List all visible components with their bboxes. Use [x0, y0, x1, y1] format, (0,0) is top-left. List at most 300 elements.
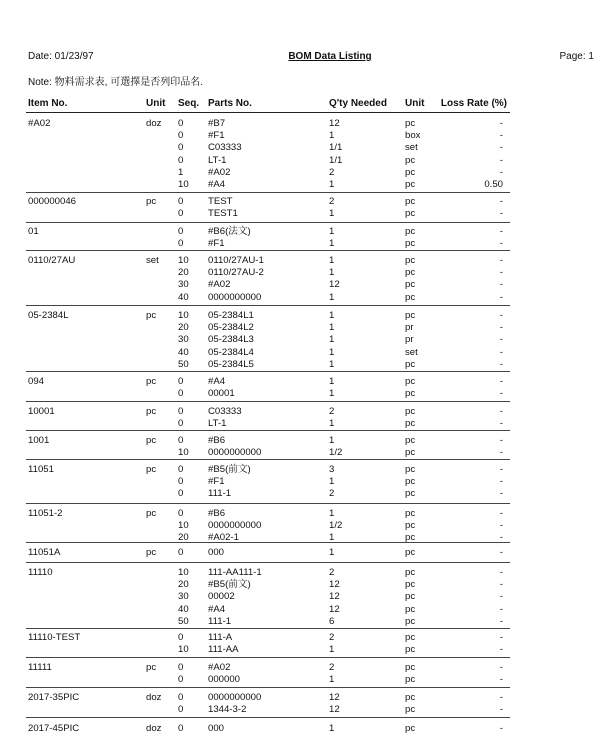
parts-no-cell: 00002: [208, 591, 235, 603]
table-row: [0, 567, 600, 579]
seq-cell: 0: [178, 196, 184, 207]
parts-no-cell: 05-2384L2: [208, 322, 254, 334]
part-unit-cell: pc: [405, 567, 416, 578]
bom-group: [0, 662, 600, 686]
table-row: [0, 292, 600, 304]
loss-rate-cell: -: [499, 603, 503, 615]
qty-cell: 6: [329, 615, 335, 627]
item-no-cell: 0110/27AU: [28, 255, 76, 266]
qty-cell: 1: [329, 723, 335, 734]
item-unit-cell: doz: [146, 118, 162, 129]
seq-cell: 0: [178, 476, 184, 488]
loss-rate-cell: -: [499, 376, 503, 387]
parts-no-cell: #A4: [208, 603, 226, 615]
bom-group: [0, 118, 600, 191]
table-row: [0, 118, 600, 130]
part-unit-cell: pc: [405, 464, 416, 475]
loss-rate-cell: -: [499, 615, 503, 627]
seq-cell: 0: [178, 130, 184, 142]
qty-cell: 1: [329, 310, 335, 321]
parts-no-cell: LT-1: [208, 418, 227, 430]
seq-cell: 0: [178, 488, 184, 500]
part-unit-cell: pc: [405, 196, 416, 207]
qty-cell: 1/2: [329, 447, 343, 459]
item-no-cell: 094: [28, 376, 45, 387]
seq-cell: 0: [178, 508, 184, 519]
part-unit-cell: pc: [405, 267, 416, 279]
loss-rate-cell: -: [499, 291, 503, 303]
loss-rate-cell: -: [499, 255, 503, 266]
parts-no-cell: 0110/27AU-1: [208, 255, 264, 266]
loss-rate-cell: -: [499, 406, 503, 417]
loss-rate-cell: -: [499, 388, 503, 400]
qty-cell: 1/1: [329, 142, 343, 154]
qty-cell: 12: [329, 692, 340, 703]
seq-cell: 20: [178, 267, 189, 279]
bom-group: [0, 464, 600, 501]
part-unit-cell: pc: [405, 632, 416, 643]
table-row: [0, 388, 600, 400]
parts-no-cell: TEST: [208, 196, 233, 207]
seq-cell: 10: [178, 255, 189, 266]
table-row: [0, 591, 600, 603]
qty-cell: 1: [329, 476, 335, 488]
loss-rate-cell: -: [499, 310, 503, 321]
table-row: [0, 616, 600, 628]
loss-rate-cell: -: [499, 567, 503, 578]
group-separator: [26, 430, 510, 431]
qty-cell: 1: [329, 346, 335, 358]
group-separator: [26, 503, 510, 504]
seq-cell: 0: [178, 142, 184, 154]
qty-cell: 1: [329, 435, 335, 446]
parts-no-cell: 111-1: [208, 615, 232, 627]
seq-cell: 40: [178, 346, 189, 358]
seq-cell: 10: [178, 310, 189, 321]
part-unit-cell: pc: [405, 226, 416, 237]
table-row: [0, 435, 600, 447]
part-unit-cell: pc: [405, 208, 416, 220]
parts-no-cell: 000000: [208, 674, 241, 686]
part-unit-cell: pc: [405, 603, 416, 615]
table-row: [0, 447, 600, 459]
col-item-no: Item No.: [28, 98, 68, 109]
part-unit-cell: pc: [405, 447, 416, 459]
parts-no-cell: 0000000000: [208, 291, 262, 303]
parts-no-cell: C03333: [208, 406, 242, 417]
parts-no-cell: C03333: [208, 142, 242, 154]
loss-rate-cell: -: [499, 358, 503, 370]
table-row: [0, 508, 600, 520]
part-unit-cell: set: [405, 142, 418, 154]
bom-group: [0, 435, 600, 459]
part-unit-cell: pc: [405, 376, 416, 387]
seq-cell: 0: [178, 376, 184, 387]
loss-rate-cell: -: [499, 154, 503, 166]
part-unit-cell: pc: [405, 310, 416, 321]
parts-no-cell: 05-2384L1: [208, 310, 254, 321]
seq-cell: 10: [178, 567, 189, 578]
part-unit-cell: pc: [405, 178, 416, 190]
loss-rate-cell: -: [499, 346, 503, 358]
qty-cell: 1: [329, 238, 335, 250]
seq-cell: 1: [178, 166, 184, 178]
bom-group: [0, 406, 600, 430]
seq-cell: 0: [178, 208, 184, 220]
loss-rate-cell: -: [499, 279, 503, 291]
seq-cell: 0: [178, 154, 184, 166]
seq-cell: 10: [178, 178, 189, 190]
table-row: [0, 547, 600, 559]
seq-cell: 0: [178, 547, 184, 558]
table-row: [0, 644, 600, 656]
qty-cell: 12: [329, 704, 340, 716]
item-unit-cell: doz: [146, 692, 162, 703]
loss-rate-cell: -: [499, 591, 503, 603]
qty-cell: 1: [329, 130, 335, 142]
item-no-cell: 11110: [28, 567, 53, 578]
loss-rate-cell: -: [499, 508, 503, 519]
parts-no-cell: #F1: [208, 130, 225, 142]
loss-rate-cell: -: [499, 547, 503, 558]
part-unit-cell: pc: [405, 615, 416, 627]
qty-cell: 1: [329, 376, 335, 387]
bom-group: [0, 692, 600, 716]
part-unit-cell: pc: [405, 591, 416, 603]
parts-no-cell: 0000000000: [208, 692, 262, 703]
qty-cell: 1: [329, 388, 335, 400]
qty-cell: 1: [329, 334, 335, 346]
part-unit-cell: pc: [405, 547, 416, 558]
group-separator: [26, 717, 510, 718]
parts-no-cell: 05-2384L4: [208, 346, 254, 358]
group-separator: [26, 687, 510, 688]
item-unit-cell: pc: [146, 406, 157, 417]
seq-cell: 10: [178, 447, 189, 459]
loss-rate-cell: -: [499, 418, 503, 430]
seq-cell: 0: [178, 692, 184, 703]
bom-group: [0, 567, 600, 628]
loss-rate-cell: -: [499, 142, 503, 154]
part-unit-cell: pc: [405, 279, 416, 291]
qty-cell: 2: [329, 632, 335, 643]
table-row: [0, 310, 600, 322]
loss-rate-cell: -: [499, 130, 503, 142]
seq-cell: 50: [178, 358, 189, 370]
qty-cell: 12: [329, 118, 340, 129]
seq-cell: 0: [178, 226, 184, 237]
parts-no-cell: 000: [208, 547, 225, 558]
seq-cell: 30: [178, 591, 189, 603]
bom-group: [0, 723, 600, 735]
loss-rate-cell: -: [499, 662, 503, 673]
table-row: [0, 130, 600, 142]
part-unit-cell: pc: [405, 520, 416, 532]
parts-no-cell: #F1: [208, 238, 225, 250]
parts-no-cell: #B5(前文): [208, 579, 251, 591]
parts-no-cell: 0000000000: [208, 520, 262, 532]
column-headers: [0, 98, 600, 112]
part-unit-cell: pc: [405, 118, 416, 129]
item-no-cell: 11051: [28, 464, 54, 475]
parts-no-cell: 05-2384L3: [208, 334, 254, 346]
parts-no-cell: #A4: [208, 376, 226, 387]
table-row: [0, 704, 600, 716]
bom-group: [0, 255, 600, 304]
qty-cell: 2: [329, 488, 335, 500]
loss-rate-cell: -: [499, 674, 503, 686]
table-row: [0, 279, 600, 291]
table-row: [0, 476, 600, 488]
group-separator: [26, 305, 510, 306]
parts-no-cell: 111-AA111-1: [208, 567, 262, 578]
table-row: [0, 196, 600, 208]
col-seq: Seq.: [178, 98, 200, 109]
qty-cell: 1/2: [329, 520, 343, 532]
seq-cell: 40: [178, 603, 189, 615]
part-unit-cell: set: [405, 346, 418, 358]
table-row: [0, 208, 600, 220]
parts-no-cell: 1344-3-2: [208, 704, 247, 716]
seq-cell: 20: [178, 322, 189, 334]
item-no-cell: 1001: [28, 435, 50, 446]
table-row: [0, 359, 600, 371]
loss-rate-cell: 0.50: [484, 178, 503, 190]
parts-no-cell: 000: [208, 723, 225, 734]
seq-cell: 0: [178, 464, 184, 475]
loss-rate-cell: -: [499, 208, 503, 220]
parts-no-cell: #F1: [208, 476, 225, 488]
seq-cell: 0: [178, 418, 184, 430]
parts-no-cell: TEST1: [208, 208, 238, 220]
table-row: [0, 520, 600, 532]
item-no-cell: 2017-45PIC: [28, 723, 80, 734]
qty-cell: 12: [329, 603, 340, 615]
part-unit-cell: pr: [405, 322, 414, 334]
parts-no-cell: LT-1: [208, 154, 227, 166]
part-unit-cell: pc: [405, 488, 416, 500]
seq-cell: 30: [178, 334, 189, 346]
table-row: [0, 692, 600, 704]
loss-rate-cell: -: [499, 579, 503, 591]
bom-group: [0, 196, 600, 220]
table-row: [0, 674, 600, 686]
part-unit-cell: pc: [405, 692, 416, 703]
item-unit-cell: pc: [146, 547, 157, 558]
table-row: [0, 723, 600, 735]
table-row: [0, 406, 600, 418]
parts-no-cell: 00001: [208, 388, 235, 400]
report-note: Note: 物料需求表, 可選擇是否列印品名.: [28, 77, 204, 88]
qty-cell: 1/1: [329, 154, 343, 166]
qty-cell: 1: [329, 508, 335, 519]
part-unit-cell: pc: [405, 154, 416, 166]
qty-cell: 1: [329, 255, 335, 266]
part-unit-cell: pc: [405, 418, 416, 430]
group-separator: [26, 371, 510, 372]
parts-no-cell: #B5(前文): [208, 464, 251, 475]
bom-group: [0, 508, 600, 545]
table-row: [0, 267, 600, 279]
part-unit-cell: pc: [405, 435, 416, 446]
table-row: [0, 155, 600, 167]
table-row: [0, 604, 600, 616]
seq-cell: 0: [178, 674, 184, 686]
report-date: Date: 01/23/97: [28, 51, 94, 62]
table-row: [0, 167, 600, 179]
item-unit-cell: pc: [146, 464, 157, 475]
loss-rate-cell: -: [499, 476, 503, 488]
part-unit-cell: pc: [405, 508, 416, 519]
seq-cell: 10: [178, 644, 189, 656]
part-unit-cell: pc: [405, 358, 416, 370]
table-row: [0, 662, 600, 674]
seq-cell: 0: [178, 435, 184, 446]
qty-cell: 12: [329, 279, 340, 291]
qty-cell: 2: [329, 406, 335, 417]
bom-group: [0, 310, 600, 371]
group-separator: [26, 222, 510, 223]
part-unit-cell: pc: [405, 291, 416, 303]
loss-rate-cell: -: [499, 238, 503, 250]
table-row: [0, 376, 600, 388]
loss-rate-cell: -: [499, 632, 503, 643]
loss-rate-cell: -: [499, 704, 503, 716]
qty-cell: 1: [329, 358, 335, 370]
parts-no-cell: #A02-1: [208, 532, 239, 544]
table-row: [0, 347, 600, 359]
loss-rate-cell: -: [499, 723, 503, 734]
bom-group: [0, 632, 600, 656]
item-unit-cell: pc: [146, 662, 157, 673]
table-row: [0, 488, 600, 500]
qty-cell: 1: [329, 291, 335, 303]
item-no-cell: 11051-2: [28, 508, 63, 519]
loss-rate-cell: -: [499, 692, 503, 703]
group-separator: [26, 562, 510, 563]
table-row: [0, 464, 600, 476]
loss-rate-cell: -: [499, 334, 503, 346]
qty-cell: 2: [329, 567, 335, 578]
parts-no-cell: 0000000000: [208, 447, 262, 459]
parts-no-cell: #A4: [208, 178, 226, 190]
qty-cell: 1: [329, 322, 335, 334]
qty-cell: 12: [329, 591, 340, 603]
parts-no-cell: #A02: [208, 279, 231, 291]
qty-cell: 1: [329, 547, 335, 558]
group-separator: [26, 192, 510, 193]
parts-no-cell: 111-AA: [208, 644, 239, 656]
loss-rate-cell: -: [499, 322, 503, 334]
col-unit: Unit: [146, 98, 166, 109]
item-unit-cell: pc: [146, 376, 157, 387]
col-loss-rate: Loss Rate (%): [440, 98, 507, 109]
group-separator: [26, 250, 510, 251]
bom-group: [0, 376, 600, 400]
table-row: [0, 179, 600, 191]
group-separator: [26, 542, 510, 543]
table-row: [0, 632, 600, 644]
qty-cell: 1: [329, 178, 335, 190]
part-unit-cell: pc: [405, 255, 416, 266]
loss-rate-cell: -: [499, 196, 503, 207]
seq-cell: 20: [178, 579, 189, 591]
parts-no-cell: #A02: [208, 166, 231, 178]
item-unit-cell: pc: [146, 435, 157, 446]
qty-cell: 2: [329, 196, 335, 207]
qty-cell: 2: [329, 166, 335, 178]
part-unit-cell: pc: [405, 476, 416, 488]
loss-rate-cell: -: [499, 488, 503, 500]
part-unit-cell: pc: [405, 644, 416, 656]
table-row: [0, 142, 600, 154]
group-separator: [26, 401, 510, 402]
loss-rate-cell: -: [499, 644, 503, 656]
item-unit-cell: pc: [146, 310, 157, 321]
loss-rate-cell: -: [499, 520, 503, 532]
part-unit-cell: pc: [405, 238, 416, 250]
loss-rate-cell: -: [499, 464, 503, 475]
report-title: BOM Data Listing: [288, 51, 372, 62]
part-unit-cell: pc: [405, 674, 416, 686]
group-separator: [26, 628, 510, 629]
table-row: [0, 238, 600, 250]
qty-cell: 3: [329, 464, 335, 475]
qty-cell: 1: [329, 532, 335, 544]
parts-no-cell: #B6: [208, 435, 226, 446]
seq-cell: 0: [178, 388, 184, 400]
item-no-cell: #A02: [28, 118, 51, 129]
table-row: [0, 322, 600, 334]
part-unit-cell: pc: [405, 579, 416, 591]
part-unit-cell: pc: [405, 388, 416, 400]
seq-cell: 40: [178, 291, 189, 303]
table-row: [0, 418, 600, 430]
item-no-cell: 01: [28, 226, 39, 237]
header-rule: [26, 112, 510, 113]
table-row: [0, 334, 600, 346]
item-unit-cell: set: [146, 255, 159, 266]
col-unit2: Unit: [405, 98, 425, 109]
item-no-cell: 11051A: [28, 547, 61, 558]
qty-cell: 12: [329, 579, 340, 591]
loss-rate-cell: -: [499, 267, 503, 279]
part-unit-cell: pr: [405, 334, 414, 346]
seq-cell: 0: [178, 662, 184, 673]
qty-cell: 1: [329, 644, 335, 656]
group-separator: [26, 657, 510, 658]
item-no-cell: 11110-TEST: [28, 632, 81, 643]
parts-no-cell: 111-1: [208, 488, 232, 500]
part-unit-cell: pc: [405, 532, 416, 544]
parts-no-cell: 111-A: [208, 632, 233, 643]
seq-cell: 0: [178, 723, 184, 734]
parts-no-cell: #B6: [208, 508, 226, 519]
qty-cell: 1: [329, 674, 335, 686]
loss-rate-cell: -: [499, 166, 503, 178]
item-unit-cell: pc: [146, 508, 157, 519]
report-header: [0, 51, 600, 65]
qty-cell: 1: [329, 208, 335, 220]
bom-group: [0, 226, 600, 250]
group-separator: [26, 459, 510, 460]
part-unit-cell: pc: [405, 723, 416, 734]
seq-cell: 30: [178, 279, 189, 291]
seq-cell: 20: [178, 532, 189, 544]
part-unit-cell: pc: [405, 406, 416, 417]
table-row: [0, 579, 600, 591]
parts-no-cell: #B7: [208, 118, 226, 129]
